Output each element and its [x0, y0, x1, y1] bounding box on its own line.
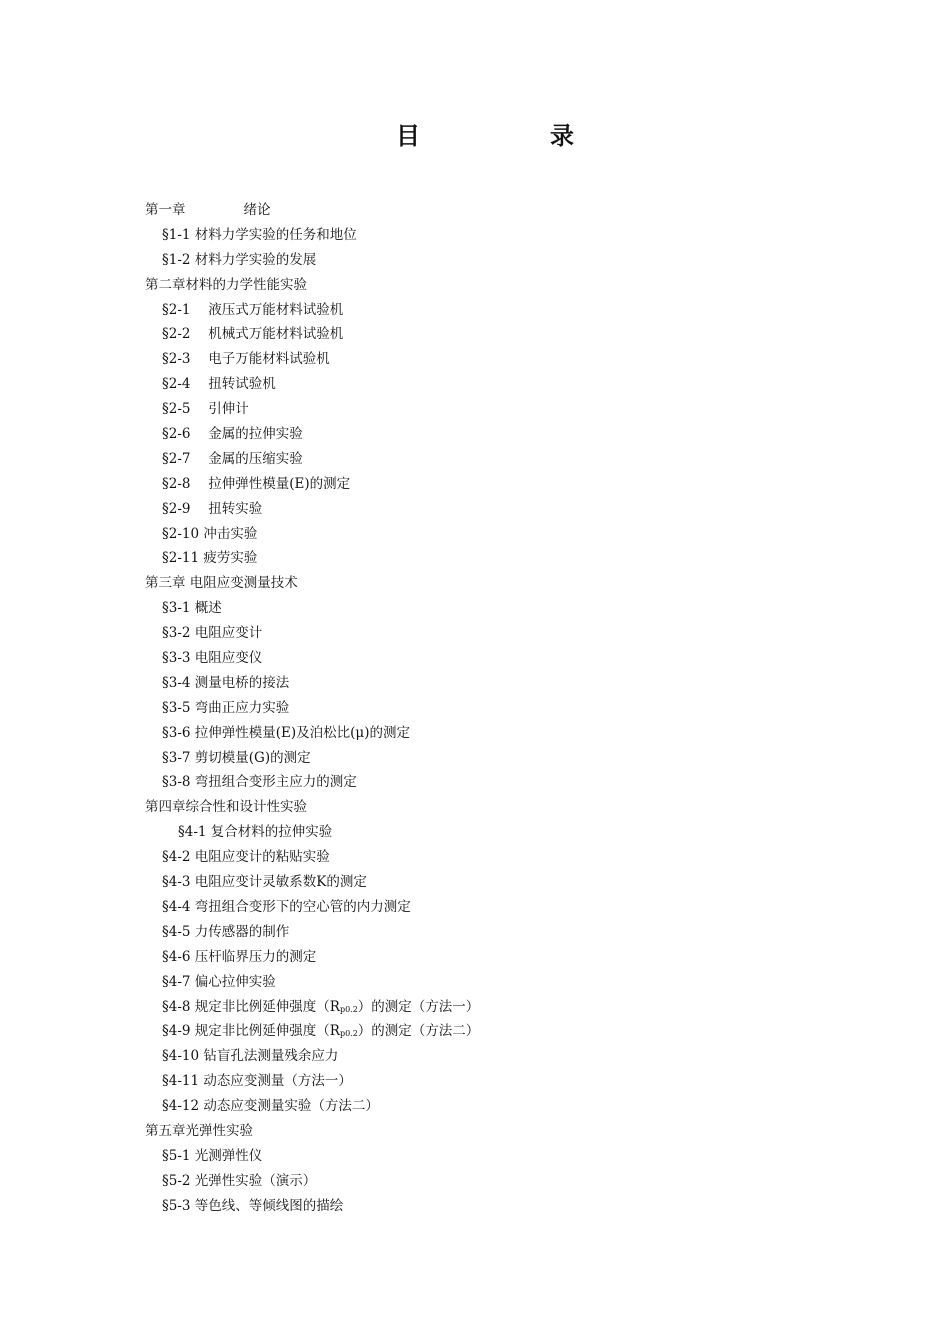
section-title: §4-1 复合材料的拉伸实验	[178, 824, 333, 841]
section-title: §1-1 材料力学实验的任务和地位	[162, 226, 357, 243]
toc-chapter-entry[interactable]	[0, 1119, 950, 1144]
toc-section-entry[interactable]	[0, 1169, 950, 1194]
chapter-title: 绪论	[243, 202, 271, 218]
page-title	[0, 118, 950, 158]
toc-section-entry[interactable]	[0, 347, 950, 372]
section-title: §5-3 等色线、等倾线图的描绘	[162, 1197, 344, 1214]
toc-section-entry[interactable]	[0, 472, 950, 497]
section-title: §3-4 测量电桥的接法	[162, 674, 290, 691]
toc-section-entry[interactable]	[0, 746, 950, 771]
chapter-heading	[145, 795, 307, 820]
toc-section-entry[interactable]	[0, 1144, 950, 1169]
section-title: §2-3 电子万能材料试验机	[162, 351, 330, 368]
table-of-contents	[0, 198, 950, 1219]
section-title: §4-12 动态应变测量实验（方法二）	[162, 1098, 379, 1115]
section-title: §2-11 疲劳实验	[162, 550, 258, 567]
toc-section-entry[interactable]	[0, 372, 950, 397]
chapter-label: 第三章 电阻应变测量技术	[145, 575, 298, 592]
toc-section-entry[interactable]	[0, 770, 950, 795]
section-title: §4-6 压杆临界压力的测定	[162, 948, 317, 965]
section-title: §3-1 概述	[162, 600, 222, 617]
toc-section-entry[interactable]	[0, 447, 950, 472]
section-title	[162, 1019, 479, 1047]
toc-section-entry[interactable]	[0, 322, 950, 347]
section-title: §4-5 力传感器的制作	[162, 923, 290, 940]
section-title: §4-4 弯扭组合变形下的空心管的内力测定	[162, 898, 411, 915]
toc-section-entry[interactable]	[0, 721, 950, 746]
section-title: §2-6 金属的拉伸实验	[162, 426, 303, 443]
section-title: §3-7 剪切模量(G)的测定	[162, 749, 311, 766]
chapter-heading	[145, 1119, 253, 1144]
section-title: §4-7 偏心拉伸实验	[162, 973, 276, 990]
section-title: §4-3 电阻应变计灵敏系数K的测定	[162, 874, 367, 891]
subscript: p0.2	[339, 1029, 358, 1039]
toc-section-entry[interactable]	[0, 397, 950, 422]
section-title: §3-6 拉伸弹性模量(E)及泊松比(μ)的测定	[162, 724, 410, 741]
section-title: §3-8 弯扭组合变形主应力的测定	[162, 774, 357, 791]
toc-section-entry[interactable]	[0, 1194, 950, 1219]
toc-section-entry[interactable]	[0, 945, 950, 970]
section-title: §3-3 电阻应变仪	[162, 650, 263, 667]
section-title: §2-1 液压式万能材料试验机	[162, 301, 344, 318]
section-title: §3-2 电阻应变计	[162, 625, 263, 642]
section-title: §5-1 光测弹性仪	[162, 1147, 263, 1164]
toc-section-entry[interactable]	[0, 1044, 950, 1069]
section-title: §1-2 材料力学实验的发展	[162, 251, 317, 268]
section-title: §4-2 电阻应变计的粘贴实验	[162, 849, 330, 866]
toc-section-entry[interactable]	[0, 870, 950, 895]
section-title: §2-2 机械式万能材料试验机	[162, 326, 344, 343]
toc-section-entry[interactable]	[0, 1069, 950, 1094]
section-title-part: ）的测定（方法一）	[357, 998, 480, 1015]
toc-section-entry[interactable]	[0, 1019, 950, 1044]
title-char-right: 录	[550, 121, 574, 150]
section-title: §4-11 动态应变测量（方法一）	[162, 1073, 352, 1090]
chapter-heading	[145, 273, 307, 298]
toc-chapter-entry[interactable]	[0, 571, 950, 596]
section-title: §4-10 钻盲孔法测量残余应力	[162, 1048, 339, 1065]
toc-section-entry[interactable]	[0, 298, 950, 323]
toc-section-entry[interactable]	[0, 995, 950, 1020]
toc-chapter-entry[interactable]	[0, 198, 950, 223]
section-title: §2-9 扭转实验	[162, 500, 263, 517]
section-title: §2-10 冲击实验	[162, 525, 258, 542]
toc-section-entry[interactable]	[0, 422, 950, 447]
chapter-label: 第五章光弹性实验	[145, 1122, 253, 1139]
toc-chapter-entry[interactable]	[0, 273, 950, 298]
toc-section-entry[interactable]	[0, 820, 950, 845]
chapter-heading	[145, 571, 298, 596]
toc-section-entry[interactable]	[0, 895, 950, 920]
toc-section-entry[interactable]	[0, 522, 950, 547]
section-title: §5-2 光弹性实验（演示）	[162, 1172, 317, 1189]
toc-section-entry[interactable]	[0, 646, 950, 671]
toc-section-entry[interactable]	[0, 497, 950, 522]
toc-section-entry[interactable]	[0, 248, 950, 273]
section-title	[162, 995, 479, 1023]
subscript: p0.2	[339, 1004, 358, 1014]
toc-section-entry[interactable]	[0, 596, 950, 621]
chapter-label: 第四章综合性和设计性实验	[145, 799, 307, 816]
section-title-part: ）的测定（方法二）	[357, 1023, 480, 1040]
toc-section-entry[interactable]	[0, 621, 950, 646]
toc-section-entry[interactable]	[0, 546, 950, 571]
chapter-heading	[145, 198, 271, 223]
section-title: §2-8 拉伸弹性模量(E)的测定	[162, 475, 351, 492]
title-char-left: 目	[396, 121, 420, 150]
toc-section-entry[interactable]	[0, 920, 950, 945]
toc-section-entry[interactable]	[0, 671, 950, 696]
section-title: §2-5 引伸计	[162, 401, 249, 418]
toc-section-entry[interactable]	[0, 1094, 950, 1119]
toc-section-entry[interactable]	[0, 696, 950, 721]
toc-section-entry[interactable]	[0, 223, 950, 248]
chapter-label: 第二章材料的力学性能实验	[145, 276, 307, 293]
section-title-part: §4-8 规定非比例延伸强度（R	[162, 998, 340, 1015]
chapter-label: 第一章	[145, 202, 186, 218]
section-title: §2-4 扭转试验机	[162, 376, 276, 393]
section-title-part: §4-9 规定非比例延伸强度（R	[162, 1023, 340, 1040]
toc-section-entry[interactable]	[0, 845, 950, 870]
section-title: §3-5 弯曲正应力实验	[162, 699, 290, 716]
toc-section-entry[interactable]	[0, 970, 950, 995]
toc-chapter-entry[interactable]	[0, 795, 950, 820]
section-title: §2-7 金属的压缩实验	[162, 450, 303, 467]
